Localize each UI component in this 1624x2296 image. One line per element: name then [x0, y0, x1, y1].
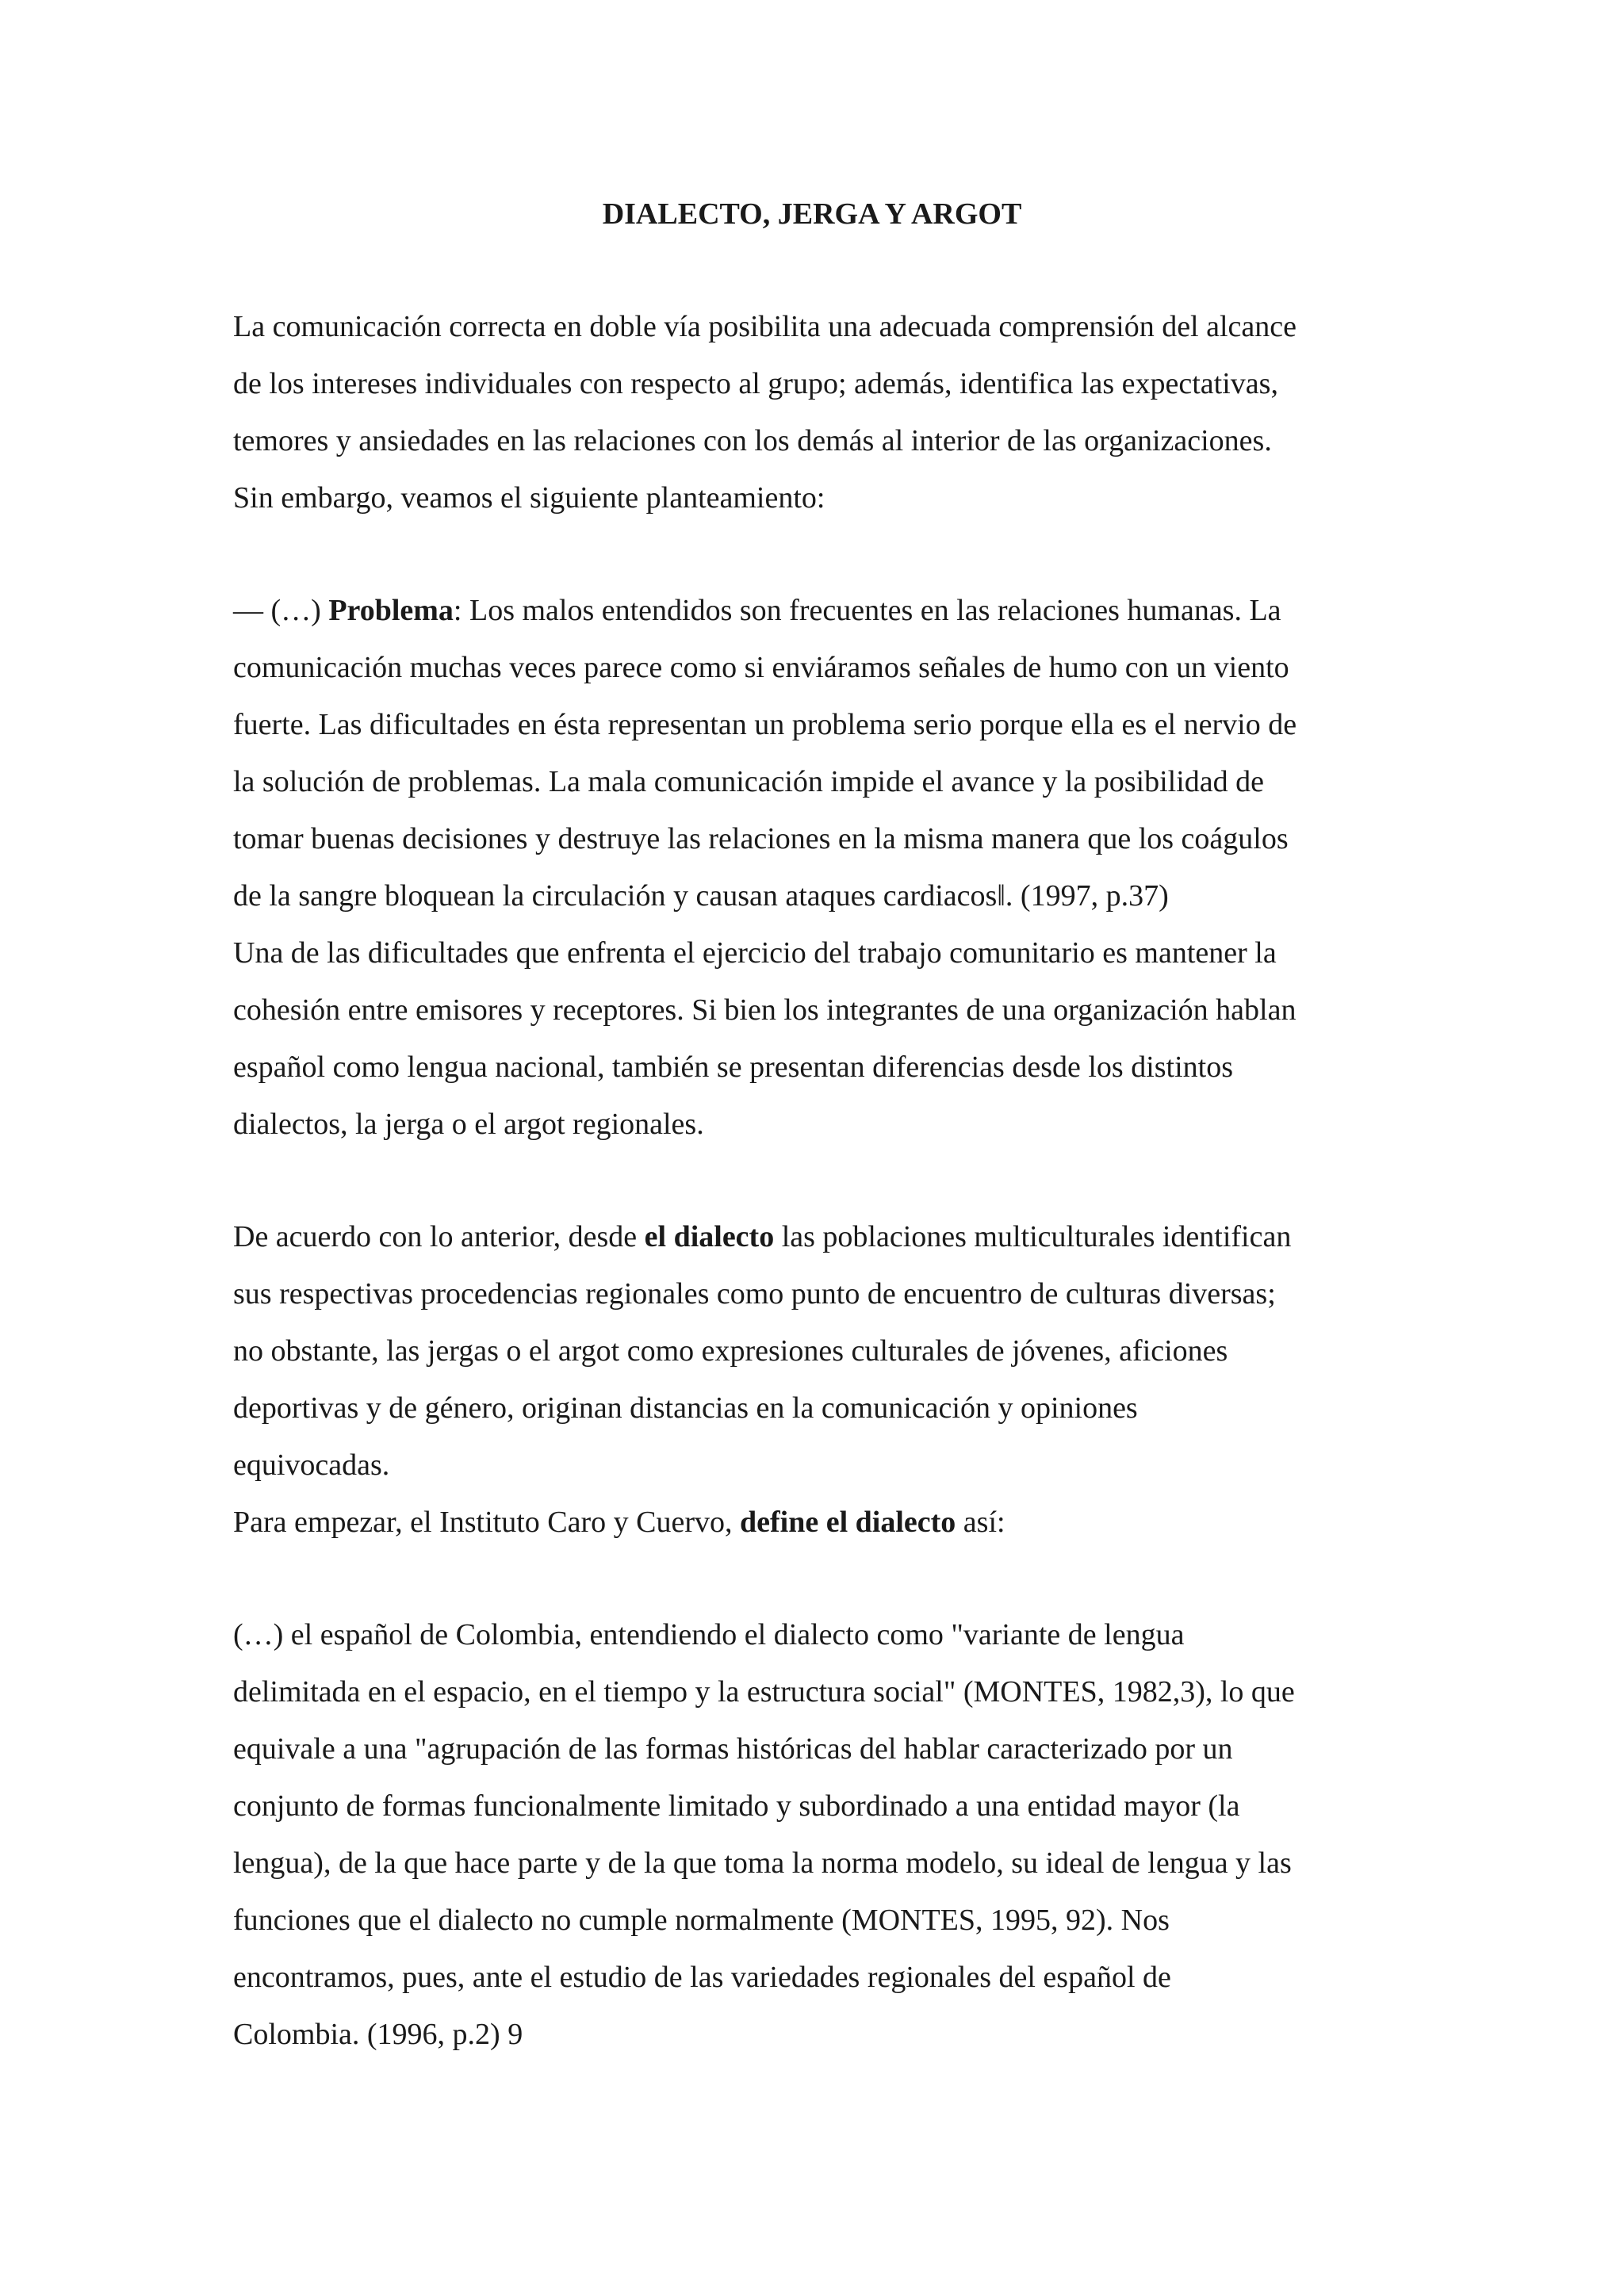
- dialect-emphasis: el dialecto: [644, 1220, 775, 1253]
- text-line: Sin embargo, veamos el siguiente planteamiento:: [233, 481, 825, 515]
- text-line: la solución de problemas. La mala comunicación impide el avance y la posibilidad de: [233, 765, 1265, 798]
- text-line: La comunicación correcta en doble vía posibilita una adecuada comprensión del alcance: [233, 310, 1297, 343]
- text-line: de la sangre bloquean la circulación y causan ataques cardiacos‖. (1997, p.37): [233, 879, 1169, 913]
- problem-label: Problema: [328, 594, 454, 627]
- quote-first-line: : Los malos entendidos son frecuentes en las relaciones humanas. La: [453, 594, 1281, 627]
- paragraph-dialect: [233, 1208, 1407, 1551]
- text-line: funciones que el dialecto no cumple normalmente (MONTES, 1995, 92). Nos: [233, 1904, 1170, 1937]
- text-line: delimitada en el espacio, en el tiempo y la estructura social" (MONTES, 1982,3), lo que: [233, 1675, 1295, 1709]
- text-line: comunicación muchas veces parece como si enviáramos señales de humo con un viento: [233, 651, 1289, 684]
- text-line: sus respectivas procedencias regionales como punto de encuentro de culturas diversas;: [233, 1277, 1276, 1311]
- text-line: equivale a una "agrupación de las formas históricas del hablar caracterizado por un: [233, 1732, 1233, 1766]
- text-line: Para empezar, el Instituto Caro y Cuervo, define el dialecto así:: [233, 1506, 1005, 1539]
- text-line: (…) el español de Colombia, entendiendo el dialecto como "variante de lengua: [233, 1618, 1185, 1651]
- document-title: DIALECTO, JERGA Y ARGOT: [602, 197, 1022, 231]
- text-line: no obstante, las jergas o el argot como expresiones culturales de jóvenes, aficiones: [233, 1334, 1228, 1368]
- text-line: Colombia. (1996, p.2) 9: [233, 2018, 523, 2051]
- text-line: de los intereses individuales con respecto al grupo; además, identifica las expectativas,: [233, 367, 1278, 400]
- text-line: encontramos, pues, ante el estudio de las variedades regionales del español de: [233, 1961, 1171, 1994]
- text-line: temores y ansiedades en las relaciones con los demás al interior de las organizaciones.: [233, 424, 1272, 457]
- text-line: tomar buenas decisiones y destruye las relaciones en la misma manera que los coágulos: [233, 822, 1289, 855]
- text-line: deportivas y de género, originan distancias en la comunicación y opiniones: [233, 1391, 1138, 1425]
- text-line: español como lengua nacional, también se presentan diferencias desde los distintos: [233, 1050, 1234, 1084]
- text-line: De acuerdo con lo anterior, desde el dialecto las poblaciones multiculturales identifican: [233, 1220, 1292, 1253]
- paragraph-citation: [233, 1606, 1407, 2063]
- text-line: conjunto de formas funcionalmente limitado y subordinado a una entidad mayor (la: [233, 1789, 1240, 1823]
- paragraph-difficulties: [233, 924, 1407, 1153]
- text-line: [233, 582, 1407, 639]
- text-line: lengua), de la que hace parte y de la que toma la norma modelo, su ideal de lengua y las: [233, 1846, 1292, 1880]
- text-line: cohesión entre emisores y receptores. Si bien los integrantes de una organización hablan: [233, 993, 1297, 1027]
- paragraph-intro: [233, 298, 1407, 526]
- text-line: dialectos, la jerga o el argot regionales.: [233, 1108, 704, 1141]
- quote-prefix: ― (…): [233, 594, 329, 627]
- define-dialect-emphasis: define el dialecto: [740, 1506, 956, 1539]
- text-line: equivocadas.: [233, 1448, 390, 1482]
- text-line: fuerte. Las dificultades en ésta representan un problema serio porque ella es el nervio de: [233, 708, 1297, 741]
- text-line: Una de las dificultades que enfrenta el ejercicio del trabajo comunitario es mantener la: [233, 936, 1277, 970]
- paragraph-problem-quote: [233, 582, 1407, 924]
